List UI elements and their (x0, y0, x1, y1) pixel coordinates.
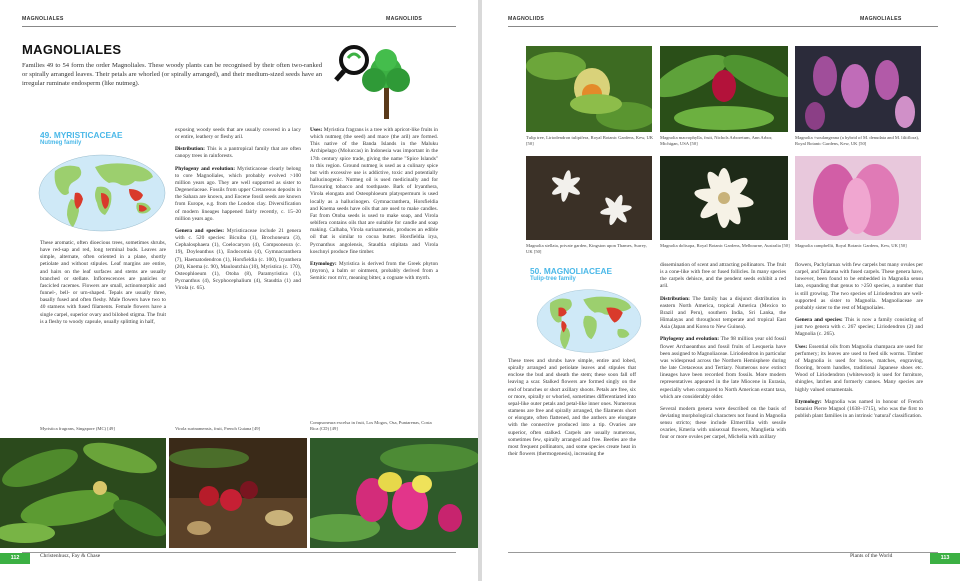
right-page (482, 0, 960, 581)
photo-compsoneura-excelsa (310, 438, 478, 548)
page-number: 112 (0, 553, 30, 564)
photo-caption: Magnolia doltsopa, Royal Botanic Gardens, Melbourne, Australia [50] (660, 243, 790, 248)
etymology-text: Magnolia was named in honour of French botanist Pierre Magnol (1638–1715), who was the first to publish plant families in an intrinsic 'natural' classification. (795, 398, 923, 419)
distribution-map (37, 153, 167, 233)
footer-book-title: Plants of the World (850, 553, 893, 559)
family-common-name: Nutmeg family (40, 140, 82, 146)
photo-myristica-fragrans (0, 438, 166, 548)
photo-caption: Virola surinamensis, fruit, French Guiana [49] (175, 426, 261, 431)
genera-heading: Genera and species: (175, 227, 224, 234)
header-rule (508, 26, 938, 27)
photo-magnolia-doltsopa (660, 156, 788, 240)
right-col3 (795, 262, 923, 425)
etymology-text: Myristica is derived from the Greek phyton (myron), a balm or ointment, probably derived from a Semitic root m'rr, meaning bitter, a cognate with myrrh. (310, 260, 438, 282)
distribution-map (526, 288, 652, 354)
left-col2 (175, 127, 301, 297)
order-title: MAGNOLIALES (22, 42, 122, 57)
phylogeny-text: The 98 million year old fossil flower Archaeanthus and fossil fruits of Lesqueria have been assigned to Magnoliaceae. Liriodendron in particular was widespread across the Northern Hemisphere during the late Cretaceous and Tertiary. Numerous now extinct lineages have been recorded from fossils. More modern representatives appeared in the late Miocene in Eurasia, especially when compared to North American extant taxa, which are considerably older. (660, 336, 786, 400)
running-header-left: MAGNOLIIDS (508, 16, 545, 22)
running-header-right: MAGNOLIIDS (386, 16, 423, 22)
photo-caption: Tulip tree, Liriodendron tulipifera, Royal Botanic Gardens, Kew, UK [50] (526, 135, 654, 146)
photo-magnolia-soulangeana (795, 46, 921, 132)
photo-caption: Magnolia ×soulangeana (a hybrid of M. denudata and M. liliiflora), Royal Botanic Gardens, Kew, UK [50] (795, 135, 920, 146)
right-col2-para: dissemination of scent and attracting pollinators. The fruit is a cone-like with free or fused follicles. In many species the carpels dehisce, and the pendent seeds exhibit a red aril. (660, 262, 786, 290)
page-number: 113 (930, 553, 960, 564)
photo-caption: Magnolia campbellii, Royal Botanic Gardens, Kew, UK [50] (795, 243, 907, 248)
photo-virola-surinamensis (169, 438, 307, 548)
right-col2-para: Several modern genera were described on the basis of deviating morphological characters not found in Magnolia sensu stricto; these include Elmerrillia with sessile ovaries, Kmeria with unisexual flowers, Manglietia with four or more ovules per carpel, Michelia with axillary (660, 405, 786, 441)
right-col1-text: These trees and shrubs have simple, entire and lobed, spirally arranged and petiolate leaves and stipules that enclose the bud and sheath the stem; these soon fall off leaving a scar. Stalked flowers are formed singly on the end of branches or short axillary shoots. Petals are free, six or more, spirally or whorled, sometimes differentiated into sepal-like outer petals and petal-like inner ones. Numerous stamens are free and spirally arranged, the filaments short or elongate, often flattened, and the anthers are elongate with the connective produced into a tip. Ovaries are superior, often stalked. Carpels are usually numerous, sometimes few, spirally arranged and free. Beetles are the most frequent pollinators, and some species create heat in their flowers (thermogenesis), increasing the (508, 358, 636, 458)
left-col1-text: These aromatic, often dioecious trees, sometimes shrubs, have red-sap and red, long terminal buds. Leaves are simple, alternate, often oriented in a plane, shortly petiolate and without stipules. Leaf margins are entire, and hairs on the leaf surfaces and stems are usually branched or stellate. Inflorescences are panicles or fascicled racemes. Flowers are small, actinomorphic and funnel-, bell- or urn-shaped. Tepals are usually three, basally fused and often fleshy. Male flowers have two to 40 stamens with fused filaments. Female flowers have a single carpel, superior ovary and bilobed stigma. The fruit is a fleshy to woody capsule, usually splitting in half, (40, 240, 166, 325)
distribution-text: The family has a disjunct distribution in eastern North America, tropical America (Mexico to Brazil and Peru), southern India, Sri Lanka, the Himalayas and throughout temperate and tropical East Asia (Japan and Korea to New Guinea). (660, 295, 786, 331)
right-col3-para: flowers, Pachylarnax with few carpels but many ovules per carpel, and Talauma with fused carpels. These genera have, however, been found to be embedded in Magnolia sensu lato, expanding that genus to >250 species, a number that is still growing. The two species of Liriodendron are well-supported as sister to Magnolia. Magnoliaceae are probably sister to the rest of Magnoliales. (795, 262, 923, 311)
photo-caption: Compsoneura excelsa in fruit, Los Mogos, Osa, Puntarenas, Costa Rica (CD) [49] (310, 420, 432, 431)
uses-heading: Uses: (795, 343, 808, 350)
etymology-heading: Etymology: (795, 398, 822, 405)
magnifier-tree-icon (334, 40, 414, 124)
distribution-text: This is a pantropical family that are often canopy trees in rainforests. (175, 146, 301, 160)
right-col2 (660, 262, 786, 447)
order-intro: Families 49 to 54 form the order Magnoliales. These woody plants can be recognised by their often two-ranked or spirally arranged leaves. Their petals are whorled (or spirally arranged), and their medium-sized seeds have an irregular ruminate endosperm (like nutmeg). (22, 62, 322, 88)
distribution-heading: Distribution: (660, 295, 690, 302)
genera-text: This is now a family consisting of just two genera with c. 267 species; Liriodendron (2) and Magnolia (c. 265). (795, 317, 923, 338)
running-header-left: MAGNOLIALES (22, 16, 64, 22)
uses-heading: Uses: (310, 127, 323, 133)
left-page (0, 0, 478, 581)
uses-text: Myristica fragrans is a tree with apricot-like fruits in which nutmeg (the seed) and mace (the aril) are formed. This native of the Banda Islands in the Maluku Archipelago (Moluccas) in Indonesia was important in the 17th century spice trade, giving the name "Spice Islands" to this region. Ground nutmeg is used as a culinary spice but with excessive use is addictive, toxic and potentially hallucinogenic. Nutmeg oil is used medicinally and for flavouring tobacco and toothpaste. Bark of Iryanthera, Virola elongata and Osteophloeum platyspermum is used locally as a hallucinogen. Gymnacranthera, Horsfieldia and Knema seeds have oils that are used to make candles. Fat from Otoba seeds is used to make soap, and Virola sebifera contains oils that are suitable for candle and soap making. Calhaba, Virola surinamensis, produces an edible oil that is similar to cocoa butter. Horsfieldia irya, Pycnanthus angolensis, Staudtia stipitata and Virola koschnyi produce fine timber. (310, 127, 438, 255)
phylogeny-heading: Phylogeny and evolution: (175, 165, 235, 172)
running-header-right: MAGNOLIALES (860, 16, 902, 22)
distribution-heading: Distribution: (175, 146, 205, 153)
phylogeny-text: Myristicaceae clearly belong to core Magnoliales, which probably evolved >100 million years ago. They are well supported as sister to Degeneriaceae. Fossils from upper Cretaceous deposits in the Sahara are known, and Eocene fossil seeds are known from Europe, e.g. from the London clay. Diversification of modern lineages happened fairly recently, c. 15–20 million years ago. (175, 165, 301, 222)
phylogeny-heading: Phylogeny and evolution: (660, 336, 720, 343)
header-rule (22, 26, 456, 27)
photo-magnolia-stellata (526, 156, 652, 240)
uses-text: Essential oils from Magnolia champaca are used for perfumery; its leaves are used to feed silk worms. Timber of Magnolia is used for boxes, matches, engraving, flooring, broom handles, traditional Japanese shoes etc. Wood of Liriodendron (whitewood) is used for furniture, shingles, latches and formerly canoes. Many species are highly valued ornamentals. (795, 343, 923, 393)
family-title: 49. MYRISTICACEAE (40, 130, 123, 140)
photo-liriodendron (526, 46, 652, 132)
photo-caption: Magnolia stellata, private garden, Kingston upon Thames, Surrey, UK [50] (526, 243, 647, 254)
genera-heading: Genera and species: (795, 317, 843, 324)
photo-magnolia-macrophylla (660, 46, 788, 132)
genera-text: Myristicaceae include 21 genera with c. 520 species: Bicuiba (1), Brochoneura (3), Cephalosphaera (1), Coelocaryon (4), Compsoneura (c. 19), Doyleanthus (1), Endocomia (4), Gymnacranthera (7), Haematodendron (1), Horsfieldia (c. 100), Iryanthera (20), Knema (c. 90), Mauloutchia (10), Myristica (c. 170), Osteophloeum (1), Otoba (8), Paramyristica (1), Pycnanthus (4), Scyphocephalium (4), Staudtia (1) and Virola (c. 65). (175, 227, 301, 292)
family-common-name: Tulip-tree family (530, 276, 576, 282)
photo-caption: Magnolia macrophylla, fruit, Nichols Arboretum, Ann Arbor, Michigan, USA [50] (660, 135, 773, 146)
photo-magnolia-campbellii (795, 156, 921, 240)
photo-caption: Myristica fragrans, Singapore (MC) [49] (40, 426, 115, 431)
left-col2-para: exposing woody seeds that are usually covered in a lacy or entire, leathery or fleshy aril. (175, 127, 301, 141)
family-title: 50. MAGNOLIACEAE (530, 266, 613, 276)
etymology-heading: Etymology: (310, 260, 337, 267)
left-col3 (310, 127, 438, 287)
footer-authors: Christenhusz, Fay & Chase (40, 553, 101, 559)
